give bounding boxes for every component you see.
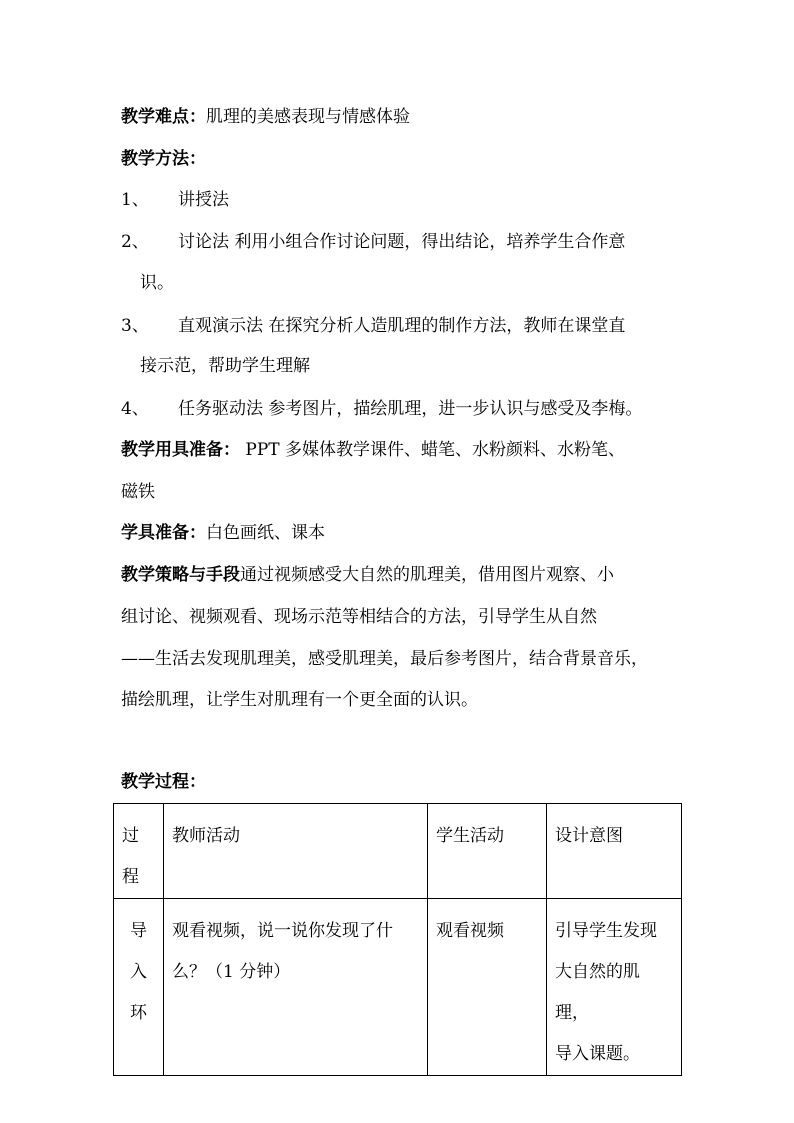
header-stage: 过 程 [114,804,164,899]
method-item-3-cont: 接示范，帮助学生理解 [140,356,310,376]
difficulty-line [121,107,410,127]
method-num: 3、 [121,316,149,336]
strategy-text: 通过视频感受大自然的肌理美，借用图片观察、小 [240,565,614,585]
strategy-line-2: 组讨论、视频观看、现场示范等相结合的方法，引导学生从自然 [121,607,597,627]
header-teacher: 教师活动 [164,804,428,899]
strategy-label: 教学策略与手段 [121,565,240,585]
difficulty-label: 教学难点： [121,107,206,127]
strategy-line-4: 描绘肌理，让学生对肌理有一个更全面的认识。 [121,690,478,710]
tools-cont: 磁铁 [121,482,155,502]
method-desc: 在探究分析人造肌理的制作方法，教师在课堂直 [268,316,626,336]
table-row [114,899,682,1076]
header-intent: 设计意图 [547,804,682,899]
process-label: 教学过程： [121,772,206,792]
cell-student: 观看视频 [428,899,547,1076]
method-item-2-cont: 识。 [140,273,174,293]
method-name: 讲授法 [178,190,229,210]
tools-text: PPT 多媒体教学课件、蜡笔、水粉颜料、水粉笔、 [245,440,626,460]
method-name: 任务驱动法 [178,399,263,419]
cell-teacher: 观看视频，说一说你发现了什 么？（1 分钟） [164,899,428,1076]
method-desc: 利用小组合作讨论问题，得出结论，培养学生合作意 [234,232,626,252]
student-tools-text: 白色画纸、课本 [206,523,325,543]
method-name: 直观演示法 [178,316,263,336]
cell-intent: 引导学生发现 大自然的肌理， 导入课题。 [547,899,682,1076]
student-tools-label: 学具准备： [121,523,206,543]
process-table [113,803,682,1076]
cell-stage: 导 入 环 [114,899,164,1076]
header-student: 学生活动 [428,804,547,899]
student-tools-line [121,523,325,543]
tools-line [121,440,625,460]
table-header-row [114,804,682,899]
strategy-line-1 [121,565,614,585]
strategy-line-3: ——生活去发现肌理美，感受肌理美，最后参考图片，结合背景音乐， [121,649,648,669]
difficulty-text: 肌理的美感表现与情感体验 [206,107,410,127]
method-num: 2、 [121,232,149,252]
method-num: 1、 [121,190,149,210]
method-item-2 [121,232,625,252]
method-item-3 [121,316,625,336]
tools-label: 教学用具准备： [121,440,240,460]
method-item-4 [121,399,642,419]
method-desc: 参考图片，描绘肌理，进一步认识与感受及李梅。 [268,399,643,419]
method-num: 4、 [121,399,149,419]
method-name: 讨论法 [178,232,229,252]
methods-label: 教学方法： [121,149,206,169]
method-item-1 [121,190,229,210]
